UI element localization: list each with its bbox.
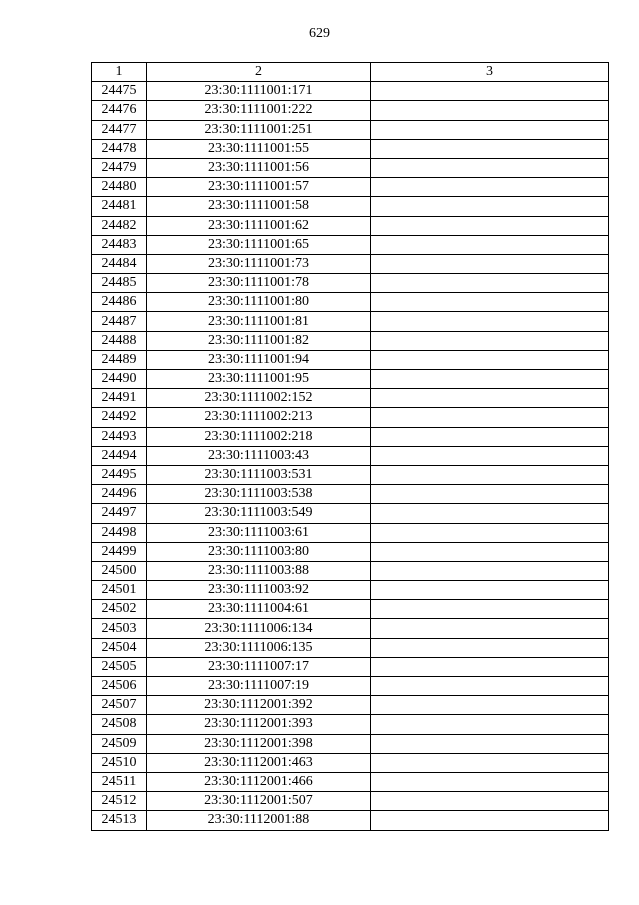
- row-number-cell: 24498: [92, 523, 147, 542]
- cadastral-number-cell: 23:30:1112001:88: [147, 811, 371, 830]
- row-number-cell: 24500: [92, 561, 147, 580]
- table-row: [92, 101, 609, 120]
- table-row: [92, 254, 609, 273]
- row-number-cell: 24489: [92, 350, 147, 369]
- column-header: 3: [371, 63, 609, 82]
- cadastral-number-cell: 23:30:1111001:55: [147, 139, 371, 158]
- cadastral-number-cell: 23:30:1111001:57: [147, 178, 371, 197]
- note-cell: [371, 523, 609, 542]
- note-cell: [371, 638, 609, 657]
- cadastral-number-cell: 23:30:1111001:81: [147, 312, 371, 331]
- table-row: [92, 216, 609, 235]
- cadastral-number-cell: 23:30:1111003:43: [147, 446, 371, 465]
- note-cell: [371, 542, 609, 561]
- table-row: [92, 389, 609, 408]
- note-cell: [371, 408, 609, 427]
- row-number-cell: 24513: [92, 811, 147, 830]
- table-row: [92, 350, 609, 369]
- cadastral-number-cell: 23:30:1111003:531: [147, 465, 371, 484]
- registry-table: [91, 62, 609, 831]
- cadastral-number-cell: 23:30:1111003:88: [147, 561, 371, 580]
- cadastral-number-cell: 23:30:1111001:56: [147, 158, 371, 177]
- note-cell: [371, 235, 609, 254]
- row-number-cell: 24503: [92, 619, 147, 638]
- column-header: 2: [147, 63, 371, 82]
- row-number-cell: 24496: [92, 485, 147, 504]
- table-row: [92, 465, 609, 484]
- row-number-cell: 24487: [92, 312, 147, 331]
- cadastral-number-cell: 23:30:1111006:135: [147, 638, 371, 657]
- row-number-cell: 24505: [92, 657, 147, 676]
- cadastral-number-cell: 23:30:1112001:466: [147, 772, 371, 791]
- cadastral-number-cell: 23:30:1111002:213: [147, 408, 371, 427]
- cadastral-number-cell: 23:30:1111001:251: [147, 120, 371, 139]
- row-number-cell: 24510: [92, 753, 147, 772]
- row-number-cell: 24483: [92, 235, 147, 254]
- note-cell: [371, 504, 609, 523]
- cadastral-number-cell: 23:30:1111001:58: [147, 197, 371, 216]
- cadastral-number-cell: 23:30:1111001:171: [147, 82, 371, 101]
- cadastral-number-cell: 23:30:1111003:538: [147, 485, 371, 504]
- note-cell: [371, 82, 609, 101]
- note-cell: [371, 465, 609, 484]
- table-row: [92, 427, 609, 446]
- note-cell: [371, 370, 609, 389]
- row-number-cell: 24492: [92, 408, 147, 427]
- table-row: [92, 792, 609, 811]
- row-number-cell: 24493: [92, 427, 147, 446]
- row-number-cell: 24511: [92, 772, 147, 791]
- note-cell: [371, 600, 609, 619]
- note-cell: [371, 677, 609, 696]
- row-number-cell: 24501: [92, 581, 147, 600]
- table-row: [92, 178, 609, 197]
- row-number-cell: 24485: [92, 274, 147, 293]
- cadastral-number-cell: 23:30:1112001:392: [147, 696, 371, 715]
- cadastral-number-cell: 23:30:1111004:61: [147, 600, 371, 619]
- table-row: [92, 811, 609, 830]
- cadastral-number-cell: 23:30:1112001:393: [147, 715, 371, 734]
- table-row: [92, 446, 609, 465]
- note-cell: [371, 619, 609, 638]
- note-cell: [371, 139, 609, 158]
- row-number-cell: 24512: [92, 792, 147, 811]
- page-number: 629: [309, 26, 330, 41]
- row-number-cell: 24484: [92, 254, 147, 273]
- row-number-cell: 24476: [92, 101, 147, 120]
- note-cell: [371, 178, 609, 197]
- cadastral-number-cell: 23:30:1111007:17: [147, 657, 371, 676]
- table-row: [92, 542, 609, 561]
- row-number-cell: 24494: [92, 446, 147, 465]
- note-cell: [371, 216, 609, 235]
- table-row: [92, 235, 609, 254]
- table-row: [92, 677, 609, 696]
- note-cell: [371, 446, 609, 465]
- table-row: [92, 619, 609, 638]
- table-row: [92, 523, 609, 542]
- table-row: [92, 139, 609, 158]
- table-row: [92, 158, 609, 177]
- column-header: 1: [92, 63, 147, 82]
- cadastral-number-cell: 23:30:1111001:95: [147, 370, 371, 389]
- cadastral-number-cell: 23:30:1111001:73: [147, 254, 371, 273]
- table-body: [92, 63, 609, 831]
- table-row: [92, 293, 609, 312]
- cadastral-number-cell: 23:30:1111002:152: [147, 389, 371, 408]
- table-row: [92, 408, 609, 427]
- cadastral-number-cell: 23:30:1111003:549: [147, 504, 371, 523]
- cadastral-number-cell: 23:30:1112001:463: [147, 753, 371, 772]
- note-cell: [371, 581, 609, 600]
- table-row: [92, 657, 609, 676]
- row-number-cell: 24507: [92, 696, 147, 715]
- table-row: [92, 485, 609, 504]
- note-cell: [371, 753, 609, 772]
- row-number-cell: 24480: [92, 178, 147, 197]
- cadastral-number-cell: 23:30:1111003:92: [147, 581, 371, 600]
- row-number-cell: 24481: [92, 197, 147, 216]
- note-cell: [371, 350, 609, 369]
- cadastral-number-cell: 23:30:1111001:82: [147, 331, 371, 350]
- note-cell: [371, 274, 609, 293]
- cadastral-number-cell: 23:30:1111006:134: [147, 619, 371, 638]
- cadastral-number-cell: 23:30:1111001:62: [147, 216, 371, 235]
- table-row: [92, 274, 609, 293]
- row-number-cell: 24479: [92, 158, 147, 177]
- note-cell: [371, 792, 609, 811]
- row-number-cell: 24491: [92, 389, 147, 408]
- note-cell: [371, 254, 609, 273]
- cadastral-number-cell: 23:30:1111003:61: [147, 523, 371, 542]
- row-number-cell: 24488: [92, 331, 147, 350]
- table-row: [92, 197, 609, 216]
- note-cell: [371, 312, 609, 331]
- table-row: [92, 312, 609, 331]
- cadastral-number-cell: 23:30:1111001:65: [147, 235, 371, 254]
- note-cell: [371, 101, 609, 120]
- row-number-cell: 24477: [92, 120, 147, 139]
- table-row: [92, 504, 609, 523]
- cadastral-number-cell: 23:30:1111001:222: [147, 101, 371, 120]
- table-row: [92, 715, 609, 734]
- row-number-cell: 24506: [92, 677, 147, 696]
- table-row: [92, 331, 609, 350]
- table-row: [92, 120, 609, 139]
- note-cell: [371, 657, 609, 676]
- note-cell: [371, 485, 609, 504]
- note-cell: [371, 561, 609, 580]
- row-number-cell: 24478: [92, 139, 147, 158]
- row-number-cell: 24475: [92, 82, 147, 101]
- row-number-cell: 24508: [92, 715, 147, 734]
- note-cell: [371, 331, 609, 350]
- row-number-cell: 24497: [92, 504, 147, 523]
- table-row: [92, 696, 609, 715]
- table-header-row: [92, 63, 609, 82]
- note-cell: [371, 293, 609, 312]
- note-cell: [371, 734, 609, 753]
- note-cell: [371, 696, 609, 715]
- table-row: [92, 82, 609, 101]
- table-row: [92, 734, 609, 753]
- table-row: [92, 581, 609, 600]
- note-cell: [371, 197, 609, 216]
- row-number-cell: 24495: [92, 465, 147, 484]
- row-number-cell: 24482: [92, 216, 147, 235]
- row-number-cell: 24490: [92, 370, 147, 389]
- note-cell: [371, 158, 609, 177]
- note-cell: [371, 811, 609, 830]
- cadastral-number-cell: 23:30:1111001:80: [147, 293, 371, 312]
- table-row: [92, 370, 609, 389]
- cadastral-number-cell: 23:30:1111001:78: [147, 274, 371, 293]
- table-row: [92, 753, 609, 772]
- table-row: [92, 600, 609, 619]
- note-cell: [371, 772, 609, 791]
- table-row: [92, 638, 609, 657]
- cadastral-number-cell: 23:30:1111002:218: [147, 427, 371, 446]
- row-number-cell: 24504: [92, 638, 147, 657]
- note-cell: [371, 427, 609, 446]
- note-cell: [371, 389, 609, 408]
- note-cell: [371, 715, 609, 734]
- cadastral-number-cell: 23:30:1112001:398: [147, 734, 371, 753]
- cadastral-number-cell: 23:30:1111003:80: [147, 542, 371, 561]
- table-row: [92, 772, 609, 791]
- cadastral-number-cell: 23:30:1112001:507: [147, 792, 371, 811]
- cadastral-number-cell: 23:30:1111001:94: [147, 350, 371, 369]
- row-number-cell: 24509: [92, 734, 147, 753]
- cadastral-number-cell: 23:30:1111007:19: [147, 677, 371, 696]
- row-number-cell: 24502: [92, 600, 147, 619]
- table-row: [92, 561, 609, 580]
- row-number-cell: 24499: [92, 542, 147, 561]
- row-number-cell: 24486: [92, 293, 147, 312]
- note-cell: [371, 120, 609, 139]
